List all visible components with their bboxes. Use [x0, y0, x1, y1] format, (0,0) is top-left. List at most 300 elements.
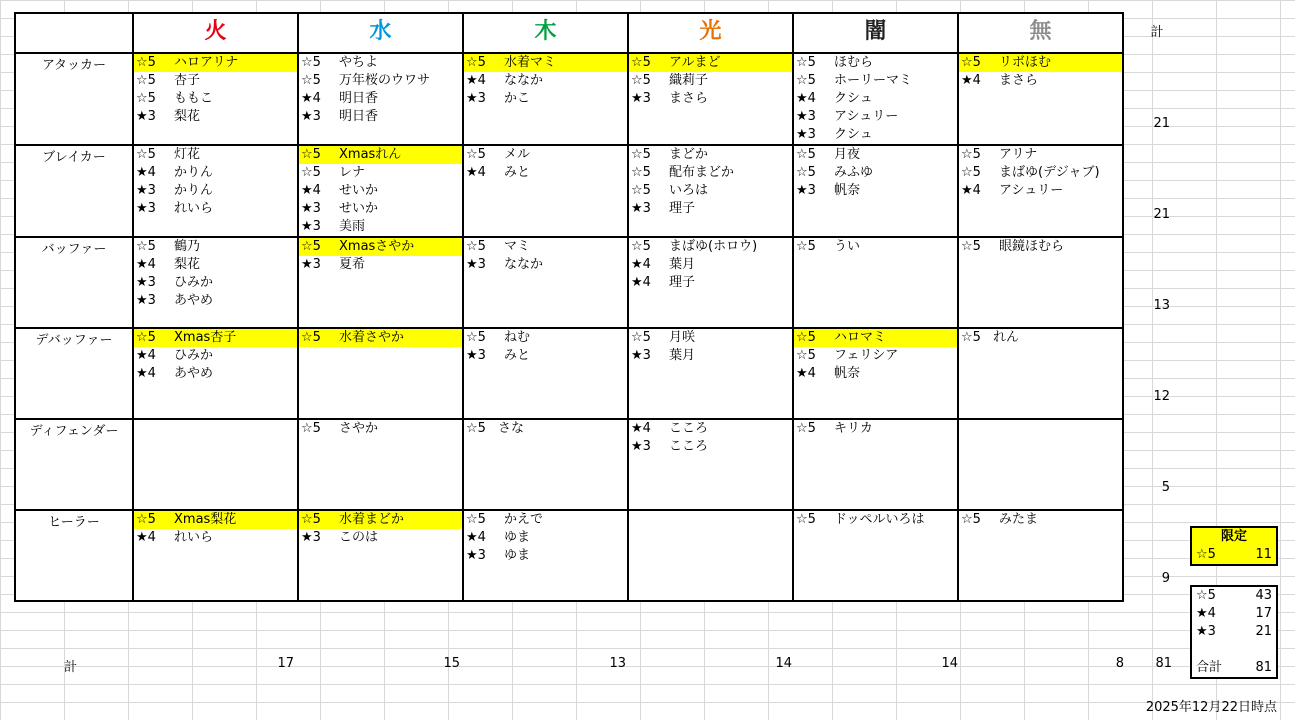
character-entry — [134, 292, 297, 310]
rarity-star: ☆5 — [961, 512, 981, 527]
rarity-star: ★3 — [466, 91, 486, 106]
character-cell — [298, 510, 463, 601]
character-name: 梨花 — [174, 109, 201, 124]
column-total: 15 — [443, 656, 460, 671]
character-name: ゆま — [504, 530, 531, 545]
character-cell — [133, 419, 298, 510]
character-cell — [298, 145, 463, 237]
rarity-star: ☆5 — [301, 330, 321, 345]
rarity-star: ★4 — [301, 183, 321, 198]
character-name: まさら — [669, 91, 709, 106]
character-name: あやめ — [174, 366, 214, 381]
role-row — [15, 145, 1123, 237]
character-cell — [628, 510, 793, 601]
character-entry — [794, 365, 957, 383]
attribute-header-row — [15, 13, 1123, 53]
character-entry — [299, 218, 462, 236]
character-entry — [299, 200, 462, 218]
character-name: せいか — [339, 183, 379, 198]
character-entry — [299, 420, 462, 438]
character-name: 配布まどか — [669, 165, 735, 180]
character-entry — [629, 256, 792, 274]
character-name: かりん — [174, 165, 214, 180]
column-total: 14 — [941, 656, 958, 671]
rarity-star: ★4 — [301, 91, 321, 106]
character-cell — [958, 53, 1123, 145]
rarity-star: ☆5 — [631, 73, 651, 88]
character-entry — [794, 182, 957, 200]
rarity-star: ★3 — [466, 548, 486, 563]
character-name: レナ — [339, 165, 366, 180]
character-entry — [794, 126, 957, 144]
character-entry — [299, 529, 462, 547]
character-entry — [959, 72, 1122, 90]
character-name: 織莉子 — [669, 73, 709, 88]
character-name: まさら — [999, 73, 1039, 88]
rarity-star: ☆5 — [136, 512, 156, 527]
rarity-star: ☆5 — [961, 239, 981, 254]
character-cell — [463, 328, 628, 419]
role-label: デバッファー — [15, 328, 133, 419]
rarity-star: ★3 — [301, 530, 321, 545]
character-name: 葉月 — [669, 257, 696, 272]
character-cell — [628, 328, 793, 419]
character-name: かえで — [504, 512, 544, 527]
character-name: ハロアリナ — [174, 55, 239, 70]
character-name: アルまど — [669, 55, 721, 70]
character-cell — [463, 145, 628, 237]
character-cell — [133, 145, 298, 237]
character-name: ひみか — [174, 348, 214, 363]
limited-character-entry — [299, 511, 462, 529]
character-name: みと — [504, 165, 531, 180]
rarity-star: ★4 — [466, 73, 486, 88]
rarity-star: ★4 — [796, 366, 816, 381]
character-name: クシュ — [834, 127, 873, 142]
character-entry — [299, 72, 462, 90]
rarity-star: ★4 — [466, 530, 486, 545]
character-name: さな — [498, 421, 525, 436]
limited-summary-box — [1190, 526, 1278, 566]
limited-character-entry — [794, 329, 957, 347]
character-name: Xmasさやか — [339, 239, 415, 254]
rarity-star: ★3 — [301, 201, 321, 216]
character-entry — [464, 547, 627, 565]
attribute-header: 無 — [958, 13, 1123, 53]
role-label: ディフェンダー — [15, 419, 133, 510]
character-table-area — [14, 12, 1124, 602]
character-name: 明日香 — [339, 109, 379, 124]
character-cell — [463, 510, 628, 601]
rarity-star: ★4 — [136, 257, 156, 272]
character-cell — [133, 53, 298, 145]
character-entry — [134, 90, 297, 108]
character-name: リボほむ — [999, 55, 1052, 70]
character-name: まばゆ(ホロウ) — [669, 239, 758, 254]
character-name: アリナ — [999, 147, 1038, 162]
character-name: 万年桜のウワサ — [339, 73, 431, 88]
rarity-star: ★3 — [1196, 624, 1216, 639]
rarity-star: ☆5 — [796, 512, 816, 527]
rarity-star: ★4 — [136, 348, 156, 363]
character-name: みたま — [999, 512, 1039, 527]
role-count: 13 — [1153, 298, 1170, 313]
rarity-star: ☆5 — [631, 55, 651, 70]
character-entry — [629, 90, 792, 108]
character-entry — [794, 164, 957, 182]
character-name: まどか — [669, 147, 709, 162]
attribute-header: 水 — [298, 13, 463, 53]
rarity-star: ★3 — [631, 91, 651, 106]
character-name: ゆま — [504, 548, 531, 563]
rarity-star: ☆5 — [631, 330, 651, 345]
character-name: れん — [993, 330, 1020, 345]
rarity-star: ☆5 — [631, 165, 651, 180]
character-entry — [959, 182, 1122, 200]
rarity-star: ☆5 — [796, 55, 816, 70]
character-name: みふゆ — [834, 165, 874, 180]
rarity-star: ☆5 — [466, 421, 486, 436]
character-entry — [629, 164, 792, 182]
character-name: ほむら — [834, 55, 874, 70]
attribute-header: 木 — [463, 13, 628, 53]
rarity-star: ★3 — [631, 348, 651, 363]
rarity-star: ☆5 — [961, 147, 981, 162]
rarity-star: ☆5 — [136, 147, 156, 162]
character-entry — [464, 420, 627, 438]
character-entry — [464, 347, 627, 365]
character-entry — [464, 72, 627, 90]
limited-character-entry — [299, 146, 462, 164]
rarity-star: ☆5 — [301, 421, 321, 436]
character-cell — [298, 237, 463, 328]
character-cell — [958, 145, 1123, 237]
rarity-star: ☆5 — [301, 73, 321, 88]
character-name: かりん — [174, 183, 214, 198]
rarity-star: ☆5 — [466, 55, 486, 70]
rarity-star: ☆5 — [466, 239, 486, 254]
character-entry — [959, 146, 1122, 164]
grand-total: 81 — [1155, 656, 1172, 671]
character-name: このは — [339, 530, 379, 545]
character-name: 理子 — [669, 201, 696, 216]
character-name: 月咲 — [669, 330, 696, 345]
character-entry — [299, 90, 462, 108]
character-name: うい — [834, 239, 861, 254]
rarity-total-row — [1192, 659, 1276, 677]
character-name: ドッペルいろは — [834, 512, 925, 527]
character-entry — [794, 90, 957, 108]
character-cell — [793, 53, 958, 145]
limited-title: 限定 — [1220, 529, 1247, 544]
character-name: ももこ — [174, 91, 214, 106]
role-count-cell — [1142, 418, 1172, 509]
character-name: ななか — [504, 73, 544, 88]
rarity-star: ★4 — [136, 366, 156, 381]
rarity-star: ☆5 — [961, 330, 981, 345]
rarity-star: ★3 — [136, 109, 156, 124]
character-name: さやか — [339, 421, 379, 436]
corner-cell — [15, 13, 133, 53]
role-count: 12 — [1153, 389, 1170, 404]
rarity-star: ★3 — [796, 109, 816, 124]
character-entry — [794, 238, 957, 256]
limited-character-entry — [959, 54, 1122, 72]
rarity-star: ★3 — [466, 257, 486, 272]
character-name: クシュ — [834, 91, 873, 106]
role-count-cell — [1142, 509, 1172, 600]
rarity-star: ★4 — [796, 91, 816, 106]
rarity-star: ☆5 — [301, 165, 321, 180]
limited-row — [1192, 546, 1276, 564]
rarity-star: ★3 — [466, 348, 486, 363]
role-row — [15, 328, 1123, 419]
character-name: Xmasれん — [339, 147, 402, 162]
rarity-star: ★3 — [631, 201, 651, 216]
character-name: 帆奈 — [834, 366, 861, 381]
character-cell — [793, 510, 958, 601]
character-name: 理子 — [669, 275, 696, 290]
character-entry — [134, 238, 297, 256]
character-name: れいら — [174, 201, 214, 216]
character-entry — [134, 146, 297, 164]
rarity-star: ★3 — [136, 201, 156, 216]
rarity-star: ☆5 — [301, 55, 321, 70]
character-name: せいか — [339, 201, 379, 216]
rarity-star: ☆5 — [796, 73, 816, 88]
character-entry — [299, 164, 462, 182]
character-name: ハロマミ — [834, 330, 887, 345]
character-entry — [134, 200, 297, 218]
rarity-star: ☆5 — [466, 330, 486, 345]
character-entry — [629, 182, 792, 200]
role-label: ブレイカー — [15, 145, 133, 237]
character-name: 眼鏡ほむら — [999, 239, 1065, 254]
character-name: メル — [504, 147, 531, 162]
character-cell — [133, 237, 298, 328]
column-total: 14 — [775, 656, 792, 671]
rarity-star: ★3 — [301, 219, 321, 234]
character-entry — [794, 54, 957, 72]
rarity-star: ★3 — [796, 183, 816, 198]
rarity-star: ★4 — [466, 165, 486, 180]
character-cell — [958, 328, 1123, 419]
rarity-summary-box — [1190, 585, 1278, 679]
character-entry — [299, 256, 462, 274]
role-count: 21 — [1153, 207, 1170, 222]
limited-value: 11 — [1255, 547, 1272, 562]
rarity-star: ☆5 — [961, 165, 981, 180]
character-name: 灯花 — [174, 147, 201, 162]
character-name: ひみか — [174, 275, 214, 290]
character-entry — [134, 108, 297, 126]
character-name: Xmas梨花 — [174, 512, 237, 527]
role-count-cell — [1142, 236, 1172, 327]
limited-star: ☆5 — [1196, 547, 1216, 562]
role-label: バッファー — [15, 237, 133, 328]
limited-character-entry — [299, 238, 462, 256]
character-cell — [793, 145, 958, 237]
character-entry — [134, 365, 297, 383]
character-name: 夏希 — [339, 257, 366, 272]
character-entry — [629, 274, 792, 292]
character-cell — [793, 237, 958, 328]
character-cell — [298, 53, 463, 145]
character-cell — [628, 237, 793, 328]
character-entry — [134, 256, 297, 274]
character-entry — [794, 511, 957, 529]
limited-character-entry — [629, 54, 792, 72]
character-name: みと — [504, 348, 531, 363]
character-name: 帆奈 — [834, 183, 861, 198]
rarity-star: ☆5 — [796, 147, 816, 162]
character-name: アシュリー — [834, 109, 899, 124]
limited-character-entry — [299, 329, 462, 347]
count-header: 計 — [1150, 25, 1164, 40]
rarity-star: ☆5 — [301, 512, 321, 527]
character-cell — [958, 510, 1123, 601]
rarity-star: ☆5 — [796, 239, 816, 254]
rarity-star: ☆5 — [301, 147, 321, 162]
rarity-star: ★4 — [136, 165, 156, 180]
rarity-star: ☆5 — [796, 330, 816, 345]
role-label: ヒーラー — [15, 510, 133, 601]
rarity-star: ☆5 — [301, 239, 321, 254]
character-name: 葉月 — [669, 348, 696, 363]
character-entry — [794, 108, 957, 126]
character-name: 水着さやか — [339, 330, 405, 345]
character-entry — [464, 146, 627, 164]
character-name: ななか — [504, 257, 544, 272]
rarity-row — [1192, 623, 1276, 641]
character-entry — [794, 347, 957, 365]
character-entry — [134, 164, 297, 182]
character-cell — [463, 237, 628, 328]
rarity-star: ★3 — [301, 257, 321, 272]
rarity-star: ★3 — [301, 109, 321, 124]
character-name: マミ — [504, 239, 531, 254]
character-entry — [629, 146, 792, 164]
character-entry — [464, 164, 627, 182]
role-row — [15, 510, 1123, 601]
character-entry — [959, 238, 1122, 256]
character-name: 梨花 — [174, 257, 201, 272]
character-entry — [464, 529, 627, 547]
character-name: 水着マミ — [504, 55, 557, 70]
rarity-row — [1192, 587, 1276, 605]
character-name: 美雨 — [339, 219, 366, 234]
character-entry — [959, 511, 1122, 529]
character-cell — [298, 419, 463, 510]
character-name: やちよ — [339, 55, 379, 70]
character-name: こころ — [669, 439, 709, 454]
rarity-star: ☆5 — [466, 147, 486, 162]
limited-character-entry — [134, 511, 297, 529]
character-name: れいら — [174, 530, 214, 545]
rarity-star: ☆5 — [136, 91, 156, 106]
character-entry — [134, 347, 297, 365]
rarity-count: 17 — [1255, 606, 1272, 621]
character-entry — [299, 54, 462, 72]
character-entry — [134, 72, 297, 90]
rarity-star: ☆5 — [1196, 588, 1216, 603]
role-row — [15, 237, 1123, 328]
character-cell — [463, 53, 628, 145]
role-count-cell — [1142, 327, 1172, 418]
character-name: Xmas杏子 — [174, 330, 237, 345]
character-cell — [463, 419, 628, 510]
attribute-header: 闇 — [793, 13, 958, 53]
character-entry — [629, 329, 792, 347]
rarity-star: ☆5 — [136, 73, 156, 88]
character-entry — [959, 164, 1122, 182]
role-row — [15, 53, 1123, 145]
character-entry — [629, 420, 792, 438]
rarity-row — [1192, 605, 1276, 623]
character-entry — [794, 420, 957, 438]
character-name: 水着まどか — [339, 512, 405, 527]
character-name: あやめ — [174, 293, 214, 308]
rarity-star: ★4 — [961, 183, 981, 198]
role-row — [15, 419, 1123, 510]
role-count: 9 — [1161, 571, 1170, 586]
character-entry — [629, 72, 792, 90]
rarity-star: ★4 — [136, 530, 156, 545]
character-entry — [464, 256, 627, 274]
rarity-star: ☆5 — [631, 239, 651, 254]
character-name: まばゆ(デジャブ) — [999, 165, 1100, 180]
rarity-star: ★4 — [961, 73, 981, 88]
character-cell — [628, 53, 793, 145]
character-name: キリカ — [834, 421, 873, 436]
rarity-total-label: 合計 — [1196, 660, 1223, 675]
rarity-star: ★3 — [136, 275, 156, 290]
spacer — [1192, 641, 1276, 659]
character-cell — [628, 145, 793, 237]
character-name: かこ — [504, 91, 531, 106]
attribute-header: 光 — [628, 13, 793, 53]
rarity-star: ★4 — [631, 275, 651, 290]
rarity-star: ☆5 — [631, 147, 651, 162]
limited-character-entry — [464, 54, 627, 72]
character-entry — [629, 200, 792, 218]
rarity-star: ★4 — [631, 421, 651, 436]
role-count: 21 — [1153, 116, 1170, 131]
attribute-header: 火 — [133, 13, 298, 53]
rarity-star: ☆5 — [631, 183, 651, 198]
character-cell — [958, 419, 1123, 510]
character-name: いろは — [669, 183, 709, 198]
rarity-star: ★4 — [631, 257, 651, 272]
character-entry — [629, 238, 792, 256]
totals-label: 計 — [64, 660, 78, 675]
character-name: ホーリーマミ — [834, 73, 913, 88]
limited-character-entry — [134, 54, 297, 72]
rarity-star: ★3 — [796, 127, 816, 142]
character-cell — [298, 328, 463, 419]
rarity-star: ★3 — [631, 439, 651, 454]
character-name: ねむ — [504, 330, 531, 345]
character-entry — [134, 529, 297, 547]
limited-character-entry — [134, 329, 297, 347]
column-total: 8 — [1115, 656, 1124, 671]
rarity-star: ☆5 — [136, 330, 156, 345]
rarity-star: ★4 — [1196, 606, 1216, 621]
character-name: 杏子 — [174, 73, 201, 88]
character-entry — [464, 511, 627, 529]
character-entry — [134, 274, 297, 292]
rarity-star: ☆5 — [796, 165, 816, 180]
